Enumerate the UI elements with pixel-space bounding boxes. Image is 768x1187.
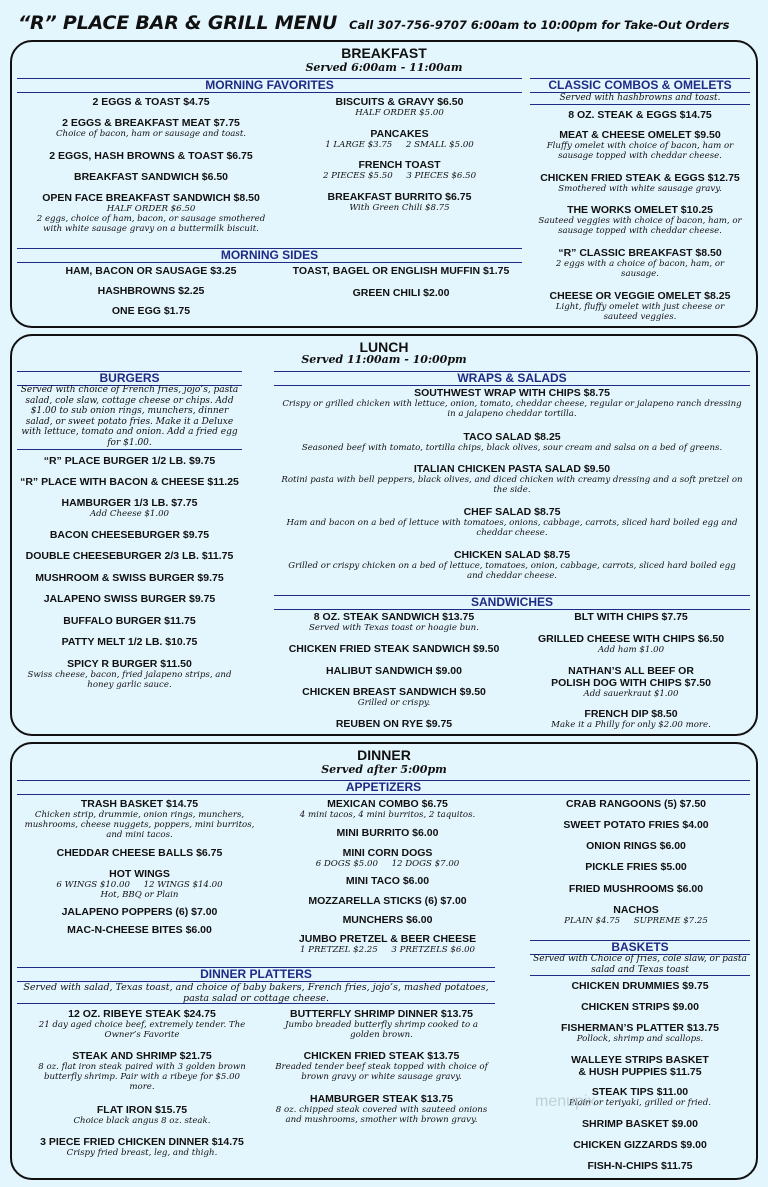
menu-item: CHICKEN STRIPS $9.00 <box>581 1001 699 1013</box>
menu-item: STEAK AND SHRIMP $21.75 8 oz. flat iron steak paired with 3 golden brown butterfly shrimp. Pair with a ribeye for $5.00 more. <box>38 1050 246 1092</box>
menu-item: MINI TACO $6.00 <box>345 875 430 887</box>
combos-note: Served with hashbrowns and toast. <box>559 93 721 103</box>
breakfast-title: BREAKFAST <box>341 45 427 61</box>
menu-item: BACON CHEESEBURGER $9.75 <box>49 529 210 541</box>
menu-item: HOT WINGS 6 WINGS $10.00 12 WINGS $14.00 Hot, BBQ or Plain <box>56 868 223 900</box>
platters-header: DINNER PLATTERS <box>17 967 495 982</box>
menu-item: CHICKEN FRIED STEAK & EGGS $12.75 Smothered with white sausage gravy. <box>540 172 740 194</box>
menu-item: SOUTHWEST WRAP WITH CHIPS $8.75 Crispy or grilled chicken with lettuce, onion, tomato, cheddar cheese, regular or jalapeno ranch dressing in a jalapeno cheddar tortilla. <box>282 387 742 419</box>
menu-item: HALIBUT SANDWICH $9.00 <box>326 665 462 677</box>
menu-header <box>10 12 760 42</box>
appetizers-header: APPETIZERS <box>17 780 750 795</box>
platters-note: Served with salad, Texas toast, and choice of baby bakers, French fries, jojo’s, mashed potatoes, pasta salad or cottage cheese. <box>23 982 489 1004</box>
watermark: menupix <box>535 1093 596 1110</box>
menu-item: CHEF SALAD $8.75 Ham and bacon on a bed of lettuce with tomatoes, onions, cabbage, carrots, sliced hard boiled egg and cheddar cheese. <box>286 506 738 538</box>
lunch-title: LUNCH <box>359 339 409 355</box>
menu-item: FRIED MUSHROOMS $6.00 <box>568 883 704 895</box>
menu-item: HAMBURGER 1/3 LB. $7.75 Add Cheese $1.00 <box>61 497 198 519</box>
menu-item: CRAB RANGOONS (5) $7.50 <box>565 798 707 810</box>
menu-item: BISCUITS & GRAVY $6.50 HALF ORDER $5.00 <box>335 96 464 118</box>
menu-item: FLAT IRON $15.75 Choice black angus 8 oz. steak. <box>73 1104 211 1126</box>
menu-item: 8 OZ. STEAK & EGGS $14.75 <box>568 109 712 121</box>
menu-item: 2 EGGS, HASH BROWNS & TOAST $6.75 <box>49 150 253 162</box>
menu-item: PICKLE FRIES $5.00 <box>585 861 687 873</box>
menu-item: CHICKEN BREAST SANDWICH $9.50 Grilled or crispy. <box>302 686 486 708</box>
menu-item: BUTTERFLY SHRIMP DINNER $13.75 Jumbo breaded butterfly shrimp cooked to a golden brown. <box>285 1008 478 1040</box>
menu-item: “R” CLASSIC BREAKFAST $8.50 2 eggs with a choice of bacon, ham, or sausage. <box>555 247 725 279</box>
menu-item: FISH-N-CHIPS $11.75 <box>587 1160 693 1172</box>
breakfast-panel <box>10 40 758 328</box>
menu-item: CHICKEN FRIED STEAK $13.75 Breaded tender beef steak topped with choice of brown gravy or white sausage gravy. <box>275 1050 488 1082</box>
menu-item: MAC-N-CHEESE BITES $6.00 <box>67 924 212 936</box>
burgers-header: BURGERS <box>17 371 242 386</box>
menu-item: HASHBROWNS $2.25 <box>97 285 205 297</box>
menu-item: “R” PLACE BURGER 1/2 LB. $9.75 <box>43 455 216 467</box>
menu-item: JALAPENO SWISS BURGER $9.75 <box>43 593 216 605</box>
menu-item: MEAT & CHEESE OMELET $9.50 Fluffy omelet with choice of bacon, ham or sausage topped with cheddar cheese. <box>546 129 734 161</box>
menu-item: CHEDDAR CHEESE BALLS $6.75 <box>56 847 223 859</box>
menu-item: STEAK TIPS $11.00 Plain or teriyaki, grilled or fried. <box>568 1086 712 1108</box>
menu-item: HAMBURGER STEAK $13.75 8 oz. chipped steak covered with sauteed onions and mushrooms, smother with brown gravy. <box>275 1093 488 1125</box>
menu-item: TRASH BASKET $14.75 Chicken strip, drummie, onion rings, munchers, mushrooms, cheese nuggets, poppers, mini burritos, and mini tacos. <box>24 798 255 840</box>
menu-item: THE WORKS OMELET $10.25 Sauteed veggies with choice of bacon, ham, or sausage topped with cheddar cheese. <box>538 204 742 236</box>
menu-item: TACO SALAD $8.25 Seasoned beef with tomato, tortilla chips, black olives, sour cream and salsa on a bed of greens. <box>301 431 723 453</box>
menu-item: CHICKEN GIZZARDS $9.00 <box>573 1139 707 1151</box>
menu-item: MUNCHERS $6.00 <box>342 914 433 926</box>
lunch-panel <box>10 334 758 736</box>
dinner-panel <box>10 742 758 1180</box>
menu-item: GRILLED CHEESE WITH CHIPS $6.50 Add ham $1.00 <box>537 633 725 655</box>
baskets-note: Served with Choice of fries, cole slaw, or pasta salad and Texas toast <box>533 954 747 975</box>
menu-item: FRENCH DIP $8.50 Make it a Philly for only $2.00 more. <box>551 708 711 730</box>
sandwiches-header: SANDWICHES <box>274 595 750 610</box>
menu-item: GREEN CHILI $2.00 <box>352 287 450 299</box>
menu-item: BUFFALO BURGER $11.75 <box>63 615 196 627</box>
menu-item: ITALIAN CHICKEN PASTA SALAD $9.50 Rotini pasta with bell peppers, black olives, and diced chicken with creamy dressing and a soft pretzel on the side. <box>281 463 743 495</box>
menu-item: “R” PLACE WITH BACON & CHEESE $11.25 <box>20 476 239 488</box>
menu-item: 12 OZ. RIBEYE STEAK $24.75 21 day aged choice beef, extremely tender. The Owner’s Favorite <box>38 1008 246 1040</box>
menu-item: FISHERMAN’S PLATTER $13.75 Pollock, shrimp and scallops. <box>561 1022 719 1044</box>
menu-item: TOAST, BAGEL OR ENGLISH MUFFIN $1.75 <box>292 265 510 277</box>
menu-item: NACHOS PLAIN $4.75 SUPREME $7.25 <box>564 904 708 926</box>
morning-sides-header: MORNING SIDES <box>17 248 522 263</box>
menu-item: DOUBLE CHEESEBURGER 2/3 LB. $11.75 <box>25 550 234 562</box>
lunch-hours: Served 11:00am - 10:00pm <box>301 353 467 366</box>
menu-item: CHEESE OR VEGGIE OMELET $8.25 Light, fluffy omelet with just cheese or sauteed veggies. <box>549 290 731 322</box>
menu-item: ONION RINGS $6.00 <box>586 840 686 852</box>
menu-item: MUSHROOM & SWISS BURGER $9.75 <box>35 572 224 584</box>
combos-header: CLASSIC COMBOS & OMELETS <box>530 78 750 93</box>
menu-item: 2 EGGS & TOAST $4.75 <box>92 96 210 108</box>
morning-favorites-header: MORNING FAVORITES <box>17 78 522 93</box>
menu-item: WALLEYE STRIPS BASKET & HUSH PUPPIES $11.75 <box>571 1054 709 1078</box>
burgers-note: Served with choice of French fries, jojo’s, pasta salad, cole slaw, cottage cheese or chips. Add $1.00 to sub onion rings, munchers, dinner salad, or sweet potato fries. Make it a Deluxe with lettuce, tomato and onion. Add a fried egg for $1.00. <box>20 385 239 448</box>
menu-item: CHICKEN FRIED STEAK SANDWICH $9.50 <box>288 643 500 655</box>
menu-item: HAM, BACON OR SAUSAGE $3.25 <box>65 265 237 277</box>
menu-title: “R” PLACE BAR & GRILL MENU <box>18 12 338 34</box>
menu-item: CHICKEN DRUMMIES $9.75 <box>571 980 709 992</box>
menu-item: CHICKEN SALAD $8.75 Grilled or crispy chicken on a bed of lettuce, tomatoes, onion, cabbage, carrots, sliced hard boiled egg and cheddar cheese. <box>288 549 736 581</box>
menu-item: 3 PIECE FRIED CHICKEN DINNER $14.75 Crispy fried breast, leg, and thigh. <box>40 1136 244 1158</box>
menu-item: BREAKFAST SANDWICH $6.50 <box>73 171 229 183</box>
menu-item: PANCAKES 1 LARGE $3.75 2 SMALL $5.00 <box>325 128 474 150</box>
baskets-header: BASKETS <box>530 940 750 955</box>
phone-line: Call 307-756-9707 6:00am to 10:00pm for Take-Out Orders <box>349 18 730 32</box>
menu-item: MINI BURRITO $6.00 <box>336 827 439 839</box>
menu-item: MINI CORN DOGS 6 DOGS $5.00 12 DOGS $7.00 <box>315 847 460 869</box>
wraps-header: WRAPS & SALADS <box>274 371 750 386</box>
menu-item: ONE EGG $1.75 <box>111 305 191 317</box>
dinner-hours: Served after 5:00pm <box>321 763 447 776</box>
menu-item: NATHAN’S ALL BEEF OR POLISH DOG WITH CHIPS $7.50 Add sauerkraut $1.00 <box>551 665 711 699</box>
menu-item: MEXICAN COMBO $6.75 4 mini tacos, 4 mini burritos, 2 taquitos. <box>299 798 476 820</box>
dinner-title: DINNER <box>357 747 411 763</box>
menu-item: FRENCH TOAST 2 PIECES $5.50 3 PIECES $6.50 <box>322 159 477 181</box>
menu-item: JUMBO PRETZEL & BEER CHEESE 1 PRETZEL $2.25 3 PRETZELS $6.00 <box>298 933 477 955</box>
menu-item: REUBEN ON RYE $9.75 <box>335 718 453 730</box>
menu-item: OPEN FACE BREAKFAST SANDWICH $8.50 HALF ORDER $6.50 2 eggs, choice of ham, bacon, or sausage smothered with white sausage gravy on a buttermilk biscuit. <box>36 192 266 234</box>
menu-item: SPICY R BURGER $11.50 Swiss cheese, bacon, fried jalapeno strips, and honey garlic sauce. <box>27 658 232 690</box>
menu-item: 8 OZ. STEAK SANDWICH $13.75 Served with Texas toast or hoagie bun. <box>309 611 479 633</box>
menu-item: PATTY MELT 1/2 LB. $10.75 <box>61 636 198 648</box>
menu-item: MOZZARELLA STICKS (6) $7.00 <box>308 895 467 907</box>
menu-item: BREAKFAST BURRITO $6.75 With Green Chili $8.75 <box>327 191 472 213</box>
menu-item: SHRIMP BASKET $9.00 <box>582 1118 698 1130</box>
breakfast-hours: Served 6:00am - 11:00am <box>305 61 463 74</box>
menu-item: 2 EGGS & BREAKFAST MEAT $7.75 Choice of bacon, ham or sausage and toast. <box>55 117 247 139</box>
menu-item: BLT WITH CHIPS $7.75 <box>574 611 688 623</box>
menu-item: JALAPENO POPPERS (6) $7.00 <box>61 906 218 918</box>
menu-item: SWEET POTATO FRIES $4.00 <box>563 819 709 831</box>
